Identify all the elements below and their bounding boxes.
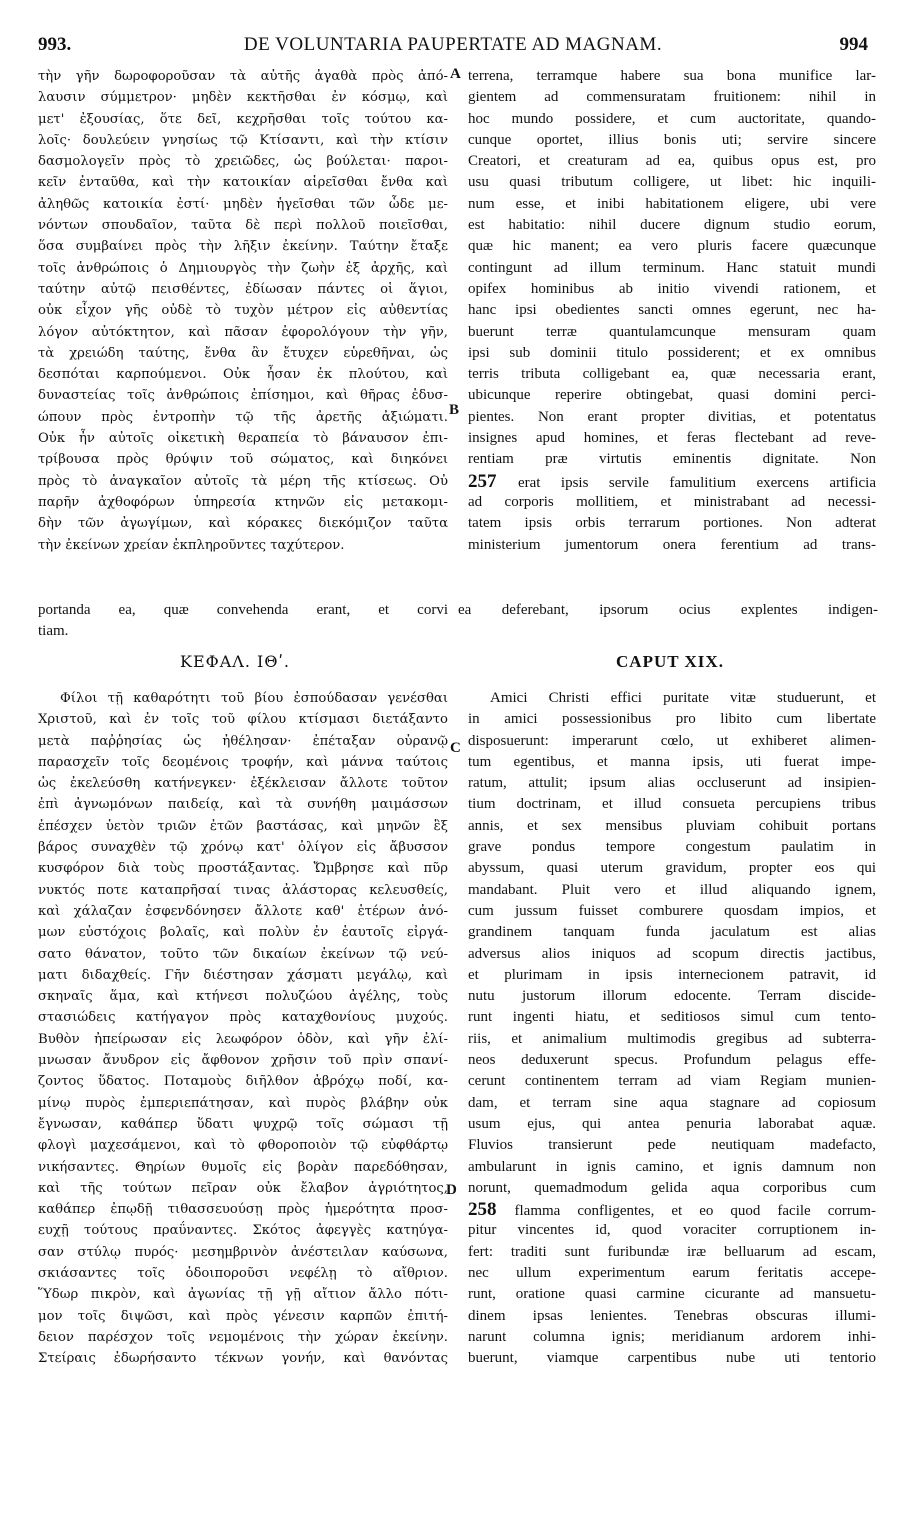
text-line: μετὰ παῤῥησίας ὡς ἠθέλησαν· ἐπέταξαν οὐρανῷ xyxy=(38,733,448,749)
text-line: ἐπέσχεν ὑετὸν τριῶν ἐτῶν βαστάσας, καὶ μηνῶν ἓξ xyxy=(38,818,448,834)
text-line: Ὕδωρ πικρὸν, καὶ ἀγωνίας τῇ γῇ αἴτιον ἄλλο πότι- xyxy=(38,1287,448,1303)
text-line: ratum, attulit; ipsum alias occluserunt ad insipien- xyxy=(468,775,876,792)
text-line: insignes apud homines, et feras flectebant ad reve- xyxy=(468,430,876,447)
text-line: καὶ χάλαζαν ἐσφενδόνησεν ἄλλοτε καθ' ἑτέρων ἀνό- xyxy=(38,903,448,919)
text-line: nec ullum experimentum earum feritatis accepe- xyxy=(468,1265,876,1282)
margin-letter-c: C xyxy=(450,740,461,756)
page-number-right: 994 xyxy=(839,34,868,55)
text-line: σκιάσαντες τοῖς ὁδοιποροῦσι νεφέλῃ τὸ αἴθριον. xyxy=(38,1266,448,1282)
text-line: neos deduxerunt specus. Profundum pelagus effe- xyxy=(468,1052,876,1069)
text-line: nutu justorum illorum edocente. Terram discide- xyxy=(468,988,876,1005)
text-line: παρασχεῖν τοῖς δεομένοις τροφήν, καὶ μάννα ταύτοις xyxy=(38,754,448,770)
text-line: δεσπόται καρπούμενοι. Οὐκ ἦσαν ἐκ πλούτου, καὶ xyxy=(38,367,448,383)
text-line: rentiam præ virtutis eminentis dignitate. Non xyxy=(468,451,876,468)
margin-letter-b: B xyxy=(449,402,460,418)
text-line: δειον παρέσχον τοῖς νεμομένοις τὴν χώραν ἐκείνην. xyxy=(38,1329,448,1345)
text-line: ambularunt in ignis camino, et ignis damnum non xyxy=(468,1158,876,1175)
text-line: τὰ χρειώδη ταύτης, ἔνθα ἂν ἔτυχεν εὑρεθῆναι, ὡς xyxy=(38,345,448,361)
text-line: annis, et sex mensibus pluviam cohibuit portans xyxy=(468,817,876,834)
text-line: μων εὐστόχοις βολαῖς, καὶ πολὺν ἐν ἑαυτοῖς εἰργά- xyxy=(38,925,448,941)
text-line: ὡς ἐκελεύσθη κατήνεγκεν· ἐξέκλεισαν ἄλλοτε τοῦτον xyxy=(38,776,448,792)
text-line: βάρος συναχθὲν τῷ χρόνῳ κατ' ὀλίγον εἰς ἄβυσσον xyxy=(38,840,448,856)
chapter-heading-latin: CAPUT XIX. xyxy=(616,652,724,671)
latin-carryover-left xyxy=(38,600,448,643)
text-line: ubicunque reperire obtingebat, quasi domini perci- xyxy=(468,387,876,404)
text-line: ώπουν πρὸς ἐντροπὴν τῷ τῆς ἀρετῆς ἀξιώματι. xyxy=(38,409,448,425)
text-line xyxy=(468,471,876,492)
text-line: νόντων σπουδαῖον, ταῦτα δὲ περὶ πολλοῦ ποιεῖσθαι, xyxy=(38,218,448,234)
text-line: ματι διδαχθείς. Γῆν διέστησαν χάσματι μεγάλῳ, καὶ xyxy=(38,967,448,983)
text-line: contingunt ad illum terminum. Hanc statuit mundi xyxy=(468,259,876,276)
carry-line: ea deferebant, ipsorum ocius explentes indigen- xyxy=(458,602,878,618)
text-line: οὐκ εἶχον γῆς οὐδὲ τὸ τυχὸν μέτρον εἰς αὐθεντίας xyxy=(38,303,448,319)
text-line: num esse, et inibi habitationem eligere, ubi vere xyxy=(468,195,876,212)
page-marker: 258 xyxy=(468,1199,515,1221)
running-header xyxy=(38,34,868,64)
carry-line: tiam. xyxy=(38,623,69,640)
text-line: ὅσα συμβαίνει πρὸς τὴν λῆξιν ἐκείνην. Ταύτην ἔταξε xyxy=(38,239,448,255)
text-line: στασιώδεις κατήγαγον πρὸς καταχθονίους μυχούς. xyxy=(38,1010,448,1026)
chapter-heading-greek: ΚΕΦΑΛ. ΙΘʹ. xyxy=(179,652,290,671)
text-line: Στείραις ἐδωρήσαντο τέκνων γονήν, καὶ θανόντας xyxy=(38,1351,448,1367)
text-line: narunt columna ignis; meridianum ardorem inhi- xyxy=(468,1328,876,1345)
text-line: καθάπερ ἐπῳδῇ τιθασσευούσῃ πρὸς ἡμερότητα προσ- xyxy=(38,1202,448,1218)
greek-column-bottom xyxy=(38,688,448,1370)
text-line: terris tributa colligebant ea, quæ necessaria erant, xyxy=(468,366,876,383)
latin-column-bottom xyxy=(468,688,876,1370)
page-number-left: 993. xyxy=(38,34,72,55)
text-line: terrena, terramque habere sua bona munifice lar- xyxy=(468,68,876,84)
text-line: usu quasi tributum colligere, ut libet: hic inquili- xyxy=(468,174,876,191)
text-line: λοῖς· δουλεύειν γνησίως τῷ Κτίσαντι, καὶ τὴν κτίσιν xyxy=(38,132,448,148)
latin-carryover-right xyxy=(458,600,878,621)
text-line: runt ingenti hiatu, et seditiosos simul cum tento- xyxy=(468,1009,876,1026)
text-line: riis, et animalium multimodis gregibus ad subterra- xyxy=(468,1030,876,1047)
text-line: νικήσαντες. Θηρίων θυμοῖς εἰς βορὰν παρεδόθησαν, xyxy=(38,1159,448,1175)
text-line: δὴν τῶν ἀγωγίμων, καὶ κόρακες διεκόμιζον ταῦτα xyxy=(38,516,448,532)
text-line: est habitatio: nihil ducere dignum studio eorum, xyxy=(468,217,876,234)
text-line: λόγον αὐτόκτητον, καὶ πᾶσαν ἐφορολόγουν τὴν γῆν, xyxy=(38,324,448,340)
text-line: grandinem tanquam funda jaculatum est alias xyxy=(468,924,876,941)
text-line: σαν στύλῳ πυρός· μεσημβρινὸν ἀνέστειλαν καύσωνα, xyxy=(38,1244,448,1260)
text-line: κυσφόρον διὰ τοὺς προστάξαντας. Ὤμβρησε καὶ πῦρ xyxy=(38,861,448,877)
text-line: τοῖς ἀνθρώποις ὁ Δημιουργὸς τὴν ζωὴν ἐξ ἀρχῆς, καὶ xyxy=(38,260,448,276)
text-line: adversus alios iniquos ad scopum directis jactibus, xyxy=(468,945,876,962)
text-line: σατο θάνατον, τοῦτο τῶν δικαίων ἐκείνων τῷ νεύ- xyxy=(38,946,448,962)
text-line: mandabant. Pluit vero et illud aliquando ignem, xyxy=(468,881,876,898)
text-line: runt, oratione quasi carmine cicurante ad mansuetu- xyxy=(468,1286,876,1303)
text-line: Χριστοῦ, καὶ ἐν τοῖς τοῦ φίλου κτίσμασι διετάξαντο xyxy=(38,712,448,728)
text-line: grave pondus tempore congestum paulatim in xyxy=(468,839,876,856)
text-line: ipsi sub dominii titulo possiderent; et ex omnibus xyxy=(468,344,876,361)
carry-line: portanda ea, quæ convehenda erant, et corvi xyxy=(38,602,448,618)
text-line: ἀληθῶς κατοικία ἐστί· μηδὲν ἡγεῖσθαι τῶν ὧδε με- xyxy=(38,196,448,212)
text-line: δασμολογεῖν πρὸς τὸ χρειῶδες, ὡς βούλεται· παροι- xyxy=(38,154,448,170)
text-line: Creatori, et creaturam ad ea, quibus opus est, pro xyxy=(468,153,876,170)
text-line: νυκτός ποτε καταπρῆσαί τινας ἀλάστορας κελευσθείς, xyxy=(38,882,448,898)
text-line: Φίλοι τῇ καθαρότητι τοῦ βίου ἐσπούδασαν γενέσθαι xyxy=(60,691,448,706)
text-line: et plurimam in ipsis internecionem patravit, id xyxy=(468,966,876,983)
text-line: cum jussum fuisset comburere quosdam impios, et xyxy=(468,902,876,919)
text-line: disposuerunt: imperarunt cœlo, ut exhiberet alimen- xyxy=(468,732,876,749)
text-line: φλογὶ μαχεσάμενοι, καὶ τὸ φθοροποιὸν τῷ εὐφθάρτῳ xyxy=(38,1138,448,1154)
text-line: μον τοῖς διψῶσι, καὶ πρὸς γένεσιν καρπῶν ἐπιτή- xyxy=(38,1308,448,1324)
running-title: DE VOLUNTARIA PAUPERTATE AD MAGNAM. xyxy=(243,34,663,55)
text-line: ἔγνωσαν, καθάπερ ὕδατι ψυχρῷ τοῖς σώμασι τῇ xyxy=(38,1116,448,1132)
text-line: τρίβουσα πρὸς θρύψιν τοῦ σώματος, καὶ διηκόνει xyxy=(38,452,448,468)
text-line: τὴν γῆν δωροφοροῦσαν τὰ αὐτῆς ἀγαθὰ πρὸς ἀπό- xyxy=(38,69,448,84)
text-line: δυναστείας τοῖς ἀνθρώποις ἐπίσημοι, καὶ θῆρας ἐδυσ- xyxy=(38,388,448,404)
text-line: buerunt, viamque carpentibus nube uti tentorio xyxy=(468,1350,876,1367)
text-line: ἐπὶ ἀγνωμόνων παιδείᾳ, καὶ τὰ συνήθη μαιμάσσων xyxy=(38,797,448,813)
text-line: quæ hic manent; ea vero pluris facere quæcunque xyxy=(468,238,876,255)
text-line: τὴν ἐκείνων χρείαν ἐκπληροῦντες ταχύτερον. xyxy=(38,537,345,553)
text-line: ad corporis mollitiem, et ministrabant ad necessi- xyxy=(468,493,876,510)
text-line: pitur vincentes id, quod voraciter corruptionem in- xyxy=(468,1222,876,1239)
margin-letter-d: D xyxy=(446,1182,457,1198)
text-line: κεῖν ἐνταῦθα, καὶ τὴν κατοικίαν αἱρεῖσθαι ἔνθα καὶ xyxy=(38,175,448,191)
text-line: λαυσιν σύμμετρον· μηδὲν κεκτῆσθαι ἐν κόσμῳ, καὶ xyxy=(38,90,448,106)
text-line: in amici possessionibus pro libito cum libertate xyxy=(468,711,876,728)
text-line: Οὐκ ἦν αὐτοῖς οἰκετικὴ θεραπεία τὸ βάναυσον ἐπι- xyxy=(38,431,448,447)
text-line: fert: traditi sunt furibundæ iræ belluarum ad escam, xyxy=(468,1243,876,1260)
text-line: hoc mundo possidere, et cum auctoritate, quando- xyxy=(468,110,876,127)
text-line: tium doctrinam, et illud consueta percupiens tribus xyxy=(468,796,876,813)
text-line: abyssum, quasi uterum gravidum, propter eos qui xyxy=(468,860,876,877)
text-line: buerunt terræ quantulamcunque mensuram quam xyxy=(468,323,876,340)
margin-letter-a: A xyxy=(450,66,461,82)
text-line: μίνῳ πυρὸς ἐμπεριεπάτησαν, καὶ πυρὸς βλάβην οὐκ xyxy=(38,1095,448,1111)
text-line: παρῆν ἀχθοφόρων ὑπηρεσία κτηνῶν εἰς μετακομι- xyxy=(38,494,448,510)
text-line: cerunt continentem terram ad viam Regiam munien- xyxy=(468,1073,876,1090)
text-line: ministerium jumentorum onera ferentium ad trans- xyxy=(468,536,876,553)
text-line: ευχῇ τούτους πραΰναντες. Σκότος ἀφεγγὲς κατηύγα- xyxy=(38,1223,448,1239)
text-line: norunt, quemadmodum gelida aqua corporibus cum xyxy=(468,1179,876,1196)
text-line: σκηναῖς ἅμα, καὶ κτήνεσι πολυζώου ἀγέλης, τοὺς xyxy=(38,989,448,1005)
text-line: dam, et terram sine aqua stagnare ad copiosum xyxy=(468,1094,876,1111)
text-line: dinem ipsas lenientes. Tenebras obscuras illumi- xyxy=(468,1307,876,1324)
text-line: μνωσαν ἄνυδρον εἰς ἄφθονον χρῆσιν τοῦ πρὶν σπανί- xyxy=(38,1053,448,1069)
text-line: tum egentibus, et manna ipsis, uti fuerat impe- xyxy=(468,753,876,770)
text-line: ζοντος ὕδατος. Ποταμοὺς διῆλθον ἀβρόχῳ ποδί, κα- xyxy=(38,1074,448,1090)
text-line: Fluvios transierunt pede neutiquam madefacto, xyxy=(468,1137,876,1154)
text-line: hanc ipsi obedientes sancti omnes egerunt, nec ha- xyxy=(468,302,876,319)
text-line: Βυθὸν ἠπείρωσαν εἰς λεωφόρον ὁδὸν, καὶ γῆν ἐλί- xyxy=(38,1031,448,1047)
text-line: καὶ τῆς τούτων πεῖραν οὐκ ἔλαβον ἀγριότητος, xyxy=(38,1180,448,1196)
text-line xyxy=(468,1199,876,1220)
text-line: Amici Christi effici puritate vitæ studuerunt, et xyxy=(490,690,876,706)
text-line: ταύτην αὐτῷ πεισθέντες, ἐδίωσαν πάντες οἱ ἅγιοι, xyxy=(38,281,448,297)
greek-column-top xyxy=(38,66,448,556)
latin-column-top xyxy=(468,66,876,556)
text-line: πρὸς τὸ ἀναγκαῖον αὐτοῖς τὰ μέρη τῆς κτίσεως. Οὐ xyxy=(38,473,448,489)
text-line: usum ejus, qui antea penuria laborabat aquæ. xyxy=(468,1115,876,1132)
text-line: μετ' ἐξουσίας, ὅτε δεῖ, κεχρῆσθαι τοῖς τούτου κα- xyxy=(38,111,448,127)
text-line: opifex hominibus ab initio vivendi rationem, et xyxy=(468,280,876,297)
text-line: pientes. Non erant propter divitias, et potentatus xyxy=(468,408,876,425)
text-line: tatem ipsis orbis terrarum portiones. Non adterat xyxy=(468,515,876,532)
text-span: flamma confligentes, et eo quod facile corrum- xyxy=(514,1203,876,1220)
text-line: cunque oportet, illius bonis uti; servire sincere xyxy=(468,131,876,148)
page-marker: 257 xyxy=(468,470,518,492)
text-span: erat ipsis servile famulitium exercens artificia xyxy=(517,474,876,491)
text-line: gientem ad commensuratam fruitionem: nihil in xyxy=(468,89,876,106)
